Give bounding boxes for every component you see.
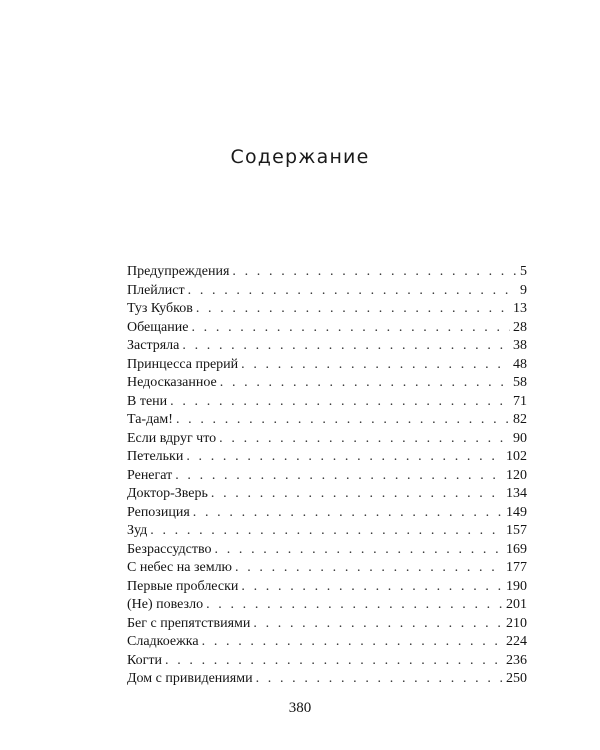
dot-leader bbox=[215, 541, 504, 560]
dot-leader bbox=[188, 282, 517, 301]
dot-leader bbox=[150, 522, 503, 541]
toc-entry-title: Застряла bbox=[127, 338, 180, 353]
toc-entry bbox=[127, 319, 527, 338]
toc-entry-page: 190 bbox=[506, 578, 527, 594]
page-title: Содержание bbox=[230, 146, 370, 168]
toc-entry-title: Обещание bbox=[127, 319, 189, 335]
toc-entry bbox=[127, 337, 527, 356]
toc-entry-page: 28 bbox=[513, 319, 527, 335]
dot-leader bbox=[170, 393, 510, 412]
dot-leader bbox=[193, 504, 503, 523]
dot-leader bbox=[206, 596, 503, 615]
toc-entry bbox=[127, 652, 527, 671]
toc-entry-title: Туз Кубков bbox=[127, 301, 193, 316]
toc-entry-page: 134 bbox=[506, 486, 527, 501]
toc-entry-page: 210 bbox=[506, 615, 527, 631]
toc-entry-page: 149 bbox=[506, 504, 527, 520]
page-number: 380 bbox=[288, 700, 312, 716]
toc-entry-title: Дом с привидениями bbox=[127, 671, 253, 686]
dot-leader bbox=[182, 337, 510, 356]
toc-entry-title: Недосказанное bbox=[127, 375, 217, 390]
dot-leader bbox=[191, 319, 510, 338]
toc-entry-page: 71 bbox=[513, 393, 527, 409]
table-of-contents bbox=[127, 263, 527, 689]
toc-entry bbox=[127, 596, 527, 615]
dot-leader bbox=[186, 448, 503, 467]
toc-entry-title: Безрассудство bbox=[127, 541, 212, 557]
toc-entry-title: Сладкоежка bbox=[127, 634, 199, 649]
toc-entry-page: 9 bbox=[520, 282, 527, 298]
toc-entry-page: 224 bbox=[506, 634, 527, 649]
toc-entry-title: Репозиция bbox=[127, 504, 190, 520]
toc-entry bbox=[127, 522, 527, 541]
toc-entry-page: 58 bbox=[513, 375, 527, 390]
toc-entry-page: 250 bbox=[506, 671, 527, 686]
toc-entry-title: Зуд bbox=[127, 523, 148, 538]
toc-entry-page: 5 bbox=[520, 264, 527, 279]
dot-leader bbox=[219, 430, 510, 449]
toc-entry bbox=[127, 615, 527, 634]
dot-leader bbox=[176, 411, 510, 430]
toc-entry bbox=[127, 393, 527, 412]
toc-entry bbox=[127, 633, 527, 652]
toc-entry bbox=[127, 411, 527, 430]
toc-entry-title: Предупреждения bbox=[127, 264, 230, 279]
toc-entry bbox=[127, 448, 527, 467]
toc-entry bbox=[127, 504, 527, 523]
dot-leader bbox=[232, 263, 517, 282]
toc-entry-title: (Не) повезло bbox=[127, 597, 204, 612]
toc-entry-page: 236 bbox=[506, 652, 527, 668]
toc-entry-title: Бег с препятствиями bbox=[127, 615, 251, 631]
dot-leader bbox=[211, 485, 503, 504]
toc-entry-title: Принцесса прерий bbox=[127, 356, 239, 372]
toc-entry bbox=[127, 430, 527, 449]
toc-entry-title: Плейлист bbox=[127, 282, 185, 298]
toc-entry-page: 82 bbox=[513, 412, 527, 427]
toc-entry-title: В тени bbox=[127, 393, 168, 409]
toc-entry-title: Первые проблески bbox=[127, 578, 239, 594]
dot-leader bbox=[202, 633, 503, 652]
dot-leader bbox=[175, 467, 503, 486]
dot-leader bbox=[256, 670, 503, 689]
toc-entry bbox=[127, 467, 527, 486]
toc-entry-page: 38 bbox=[513, 338, 527, 353]
toc-entry-title: Когти bbox=[127, 652, 162, 668]
toc-entry bbox=[127, 300, 527, 319]
toc-entry bbox=[127, 578, 527, 597]
dot-leader bbox=[241, 578, 503, 597]
toc-entry-title: Ренегат bbox=[127, 467, 173, 483]
toc-entry-page: 201 bbox=[506, 597, 527, 612]
toc-entry-page: 120 bbox=[506, 467, 527, 483]
toc-entry-page: 102 bbox=[506, 449, 527, 464]
dot-leader bbox=[235, 559, 503, 578]
toc-entry-title: Петельки bbox=[127, 449, 184, 464]
toc-entry-page: 13 bbox=[513, 301, 527, 316]
toc-entry bbox=[127, 559, 527, 578]
dot-leader bbox=[241, 356, 510, 375]
dot-leader bbox=[220, 374, 510, 393]
toc-entry-page: 169 bbox=[506, 541, 527, 557]
toc-entry-title: Если вдруг что bbox=[127, 430, 217, 446]
toc-entry bbox=[127, 374, 527, 393]
toc-entry-page: 48 bbox=[513, 356, 527, 372]
toc-entry bbox=[127, 485, 527, 504]
dot-leader bbox=[165, 652, 503, 671]
dot-leader bbox=[196, 300, 510, 319]
toc-entry bbox=[127, 282, 527, 301]
dot-leader bbox=[253, 615, 503, 634]
toc-entry bbox=[127, 356, 527, 375]
toc-entry bbox=[127, 263, 527, 282]
toc-entry-page: 157 bbox=[506, 523, 527, 538]
toc-entry-title: Та-дам! bbox=[127, 412, 173, 427]
toc-entry-title: Доктор-Зверь bbox=[127, 486, 208, 501]
toc-entry-title: С небес на землю bbox=[127, 560, 233, 575]
toc-entry bbox=[127, 670, 527, 689]
toc-entry bbox=[127, 541, 527, 560]
toc-entry-page: 177 bbox=[506, 560, 527, 575]
toc-entry-page: 90 bbox=[513, 430, 527, 446]
